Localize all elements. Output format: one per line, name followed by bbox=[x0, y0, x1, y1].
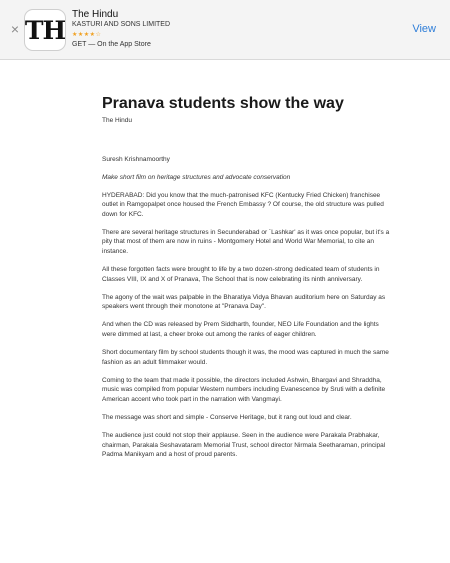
app-publisher: KASTURI AND SONS LIMITED bbox=[72, 21, 171, 28]
article-paragraph: HYDERABAD: Did you know that the much-patronised KFC (Kentucky Fried Chicken) franchisee outlet in Ramgopalpet once housed the French Embassy ? Of course, the old structure was pulled down for KFC. bbox=[102, 191, 384, 218]
app-name: The Hindu bbox=[72, 9, 119, 20]
view-button[interactable]: View bbox=[412, 23, 436, 35]
article-paragraph: And when the CD was released by Prem Siddharth, founder, NEO Life Foundation and the lights were dimmed at last, a cheer broke out among the ranks of eager children. bbox=[102, 321, 379, 339]
article-paragraph: The audience just could not stop their applause. Seen in the audience were Parakala Prabhakar, chairman, Parakala Seshavataram Memorial Trust, school director Nirmala Seetharaman, principal Padma Manikyam and a host of proud parents. bbox=[102, 432, 386, 459]
article-paragraph: There are several heritage structures in Secunderabad or `Lashkar' as it was once popular, but it's a pity that most of them are now in ruins - Montgomery Hotel and World War Memorial, to cite an instance. bbox=[102, 228, 390, 255]
article-headline: Pranava students show the way bbox=[102, 95, 344, 112]
article-paragraph: Coming to the team that made it possible, the directors included Ashwin, Bhargavi and Shraddha, music was compiled from popular Western numbers including Evanescence by Sruti with a definite American accent who took part in the narration with Vangmayi. bbox=[102, 376, 386, 403]
close-icon[interactable]: × bbox=[10, 21, 20, 37]
article-dek: Make short film on heritage structures and advocate conservation bbox=[102, 174, 291, 181]
article-paragraph: The agony of the wait was palpable in the Bharatiya Vidya Bhavan auditorium here on Saturday as speakers went through their monotone at "Pranava Day". bbox=[102, 293, 386, 311]
article-paragraph: The message was short and simple - Conserve Heritage, but it rang out loud and clear. bbox=[102, 414, 352, 422]
app-store-get-text: GET — On the App Store bbox=[72, 41, 151, 48]
app-store-banner bbox=[0, 0, 450, 60]
article-source: The Hindu bbox=[102, 117, 132, 124]
article-paragraph: All these forgotten facts were brought to life by a two dozen-strong dedicated team of students in Classes VIII, IX and X of Pranava, The School that is now celebrating its ninth anniversary. bbox=[102, 266, 380, 283]
article-author: Suresh Krishnamoorthy bbox=[102, 156, 170, 163]
article bbox=[102, 94, 392, 460]
app-icon[interactable] bbox=[24, 9, 66, 51]
app-icon-logo-text: TH bbox=[24, 15, 66, 45]
article-paragraph: Short documentary film by school students though it was, the mood was captured in much the same fashion as an adult filmmaker would. bbox=[102, 349, 389, 366]
rating-stars-icon: ★★★★☆ bbox=[72, 32, 102, 38]
